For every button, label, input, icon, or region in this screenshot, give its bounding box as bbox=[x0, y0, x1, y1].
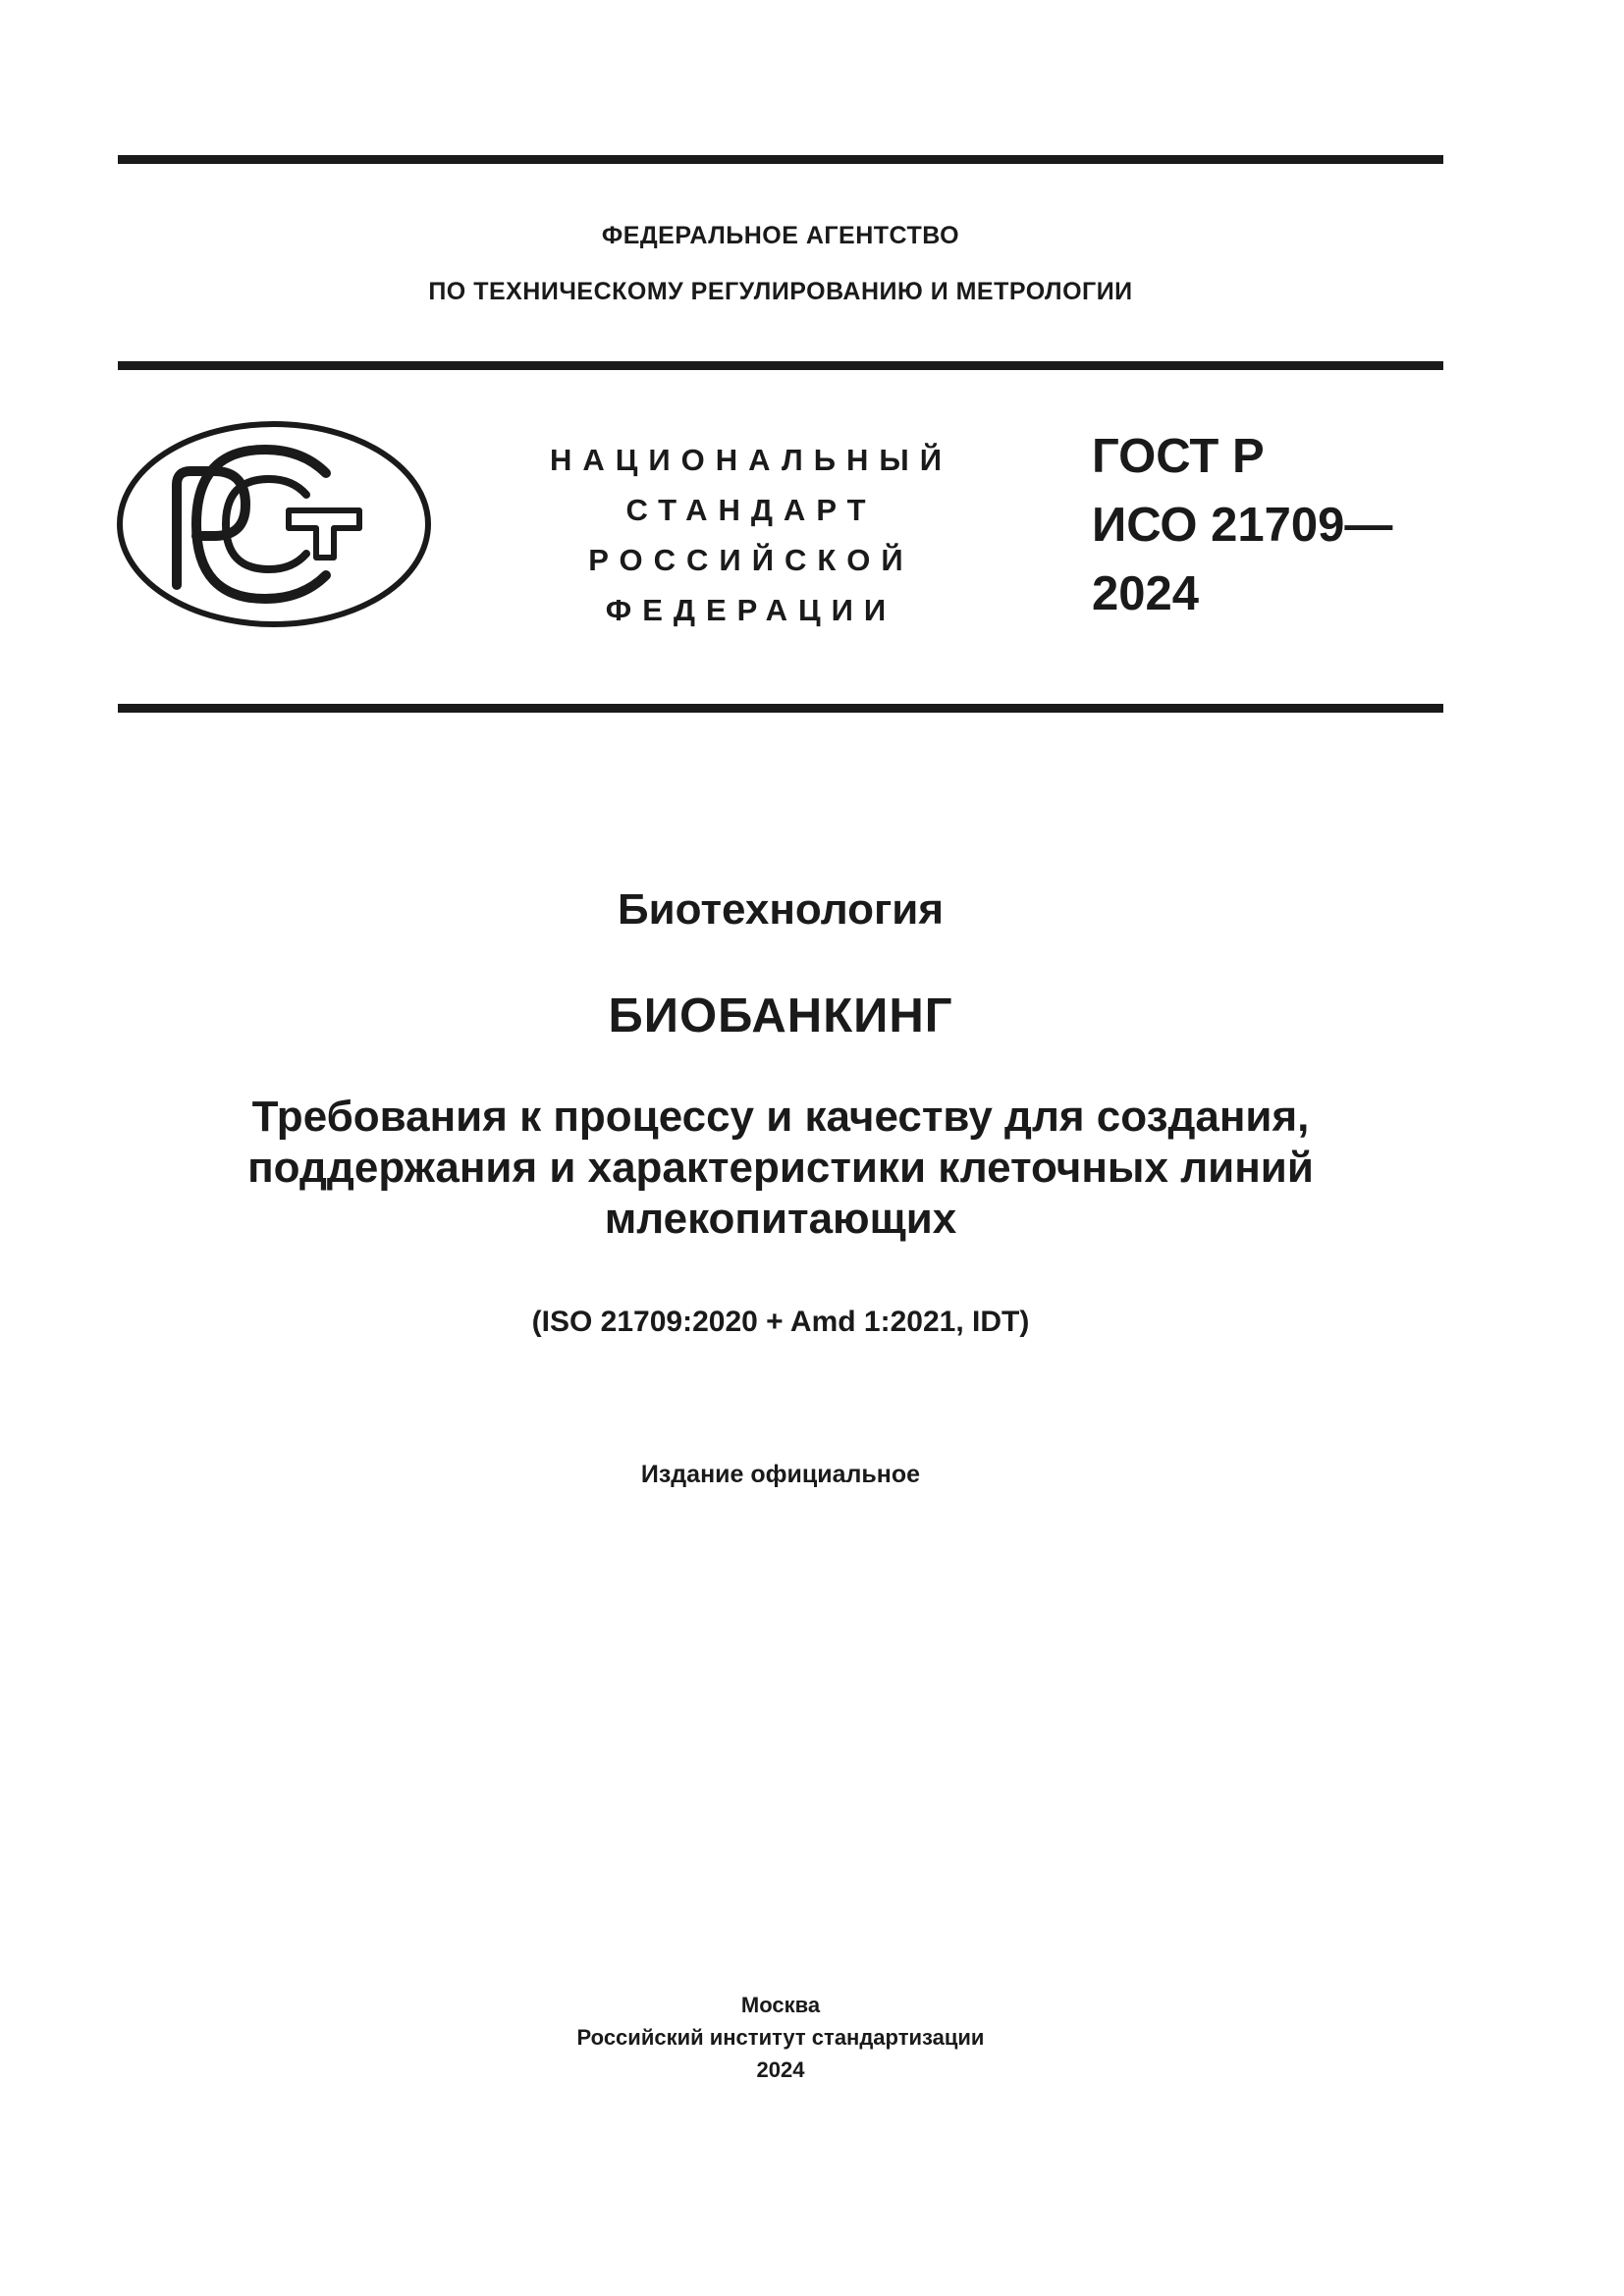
edition-note: Издание официальное bbox=[640, 1461, 921, 1488]
top-rule bbox=[118, 155, 1443, 164]
subtitle-line-2: поддержания и характеристики клеточных линий bbox=[247, 1144, 1314, 1192]
iso-reference: (ISO 21709:2020 + Amd 1:2021, IDT) bbox=[531, 1306, 1030, 1338]
section-rule bbox=[118, 704, 1443, 713]
imprint-publisher: Российский институт стандартизации bbox=[576, 2025, 985, 2050]
subject-heading: Биотехнология bbox=[617, 885, 945, 934]
national-standard-heading bbox=[530, 435, 972, 635]
national-standard-line-2: СТАНДАРТ bbox=[625, 493, 877, 527]
document-subtitle bbox=[118, 1092, 1443, 1245]
subtitle-line-3: млекопитающих bbox=[604, 1195, 957, 1243]
designation-line-3: 2024 bbox=[1092, 567, 1200, 620]
designation-line-1: ГОСТ Р bbox=[1092, 430, 1265, 483]
rst-gost-logo-icon bbox=[116, 420, 432, 628]
national-standard-line-3: РОССИЙСКОЙ bbox=[588, 543, 914, 577]
national-standard-line-1: НАЦИОНАЛЬНЫЙ bbox=[549, 443, 953, 477]
imprint-year: 2024 bbox=[756, 2057, 805, 2082]
designation-line-2: ИСО 21709— bbox=[1092, 499, 1393, 552]
imprint bbox=[118, 1989, 1443, 2086]
standard-designation bbox=[1092, 422, 1392, 628]
agency-line-2: ПО ТЕХНИЧЕСКОМУ РЕГУЛИРОВАНИЮ И МЕТРОЛОГИИ bbox=[428, 278, 1133, 305]
imprint-city: Москва bbox=[740, 1993, 821, 2017]
national-standard-line-4: ФЕДЕРАЦИИ bbox=[605, 593, 897, 627]
subtitle-line-1: Требования к процессу и качеству для создания, bbox=[251, 1093, 1310, 1141]
agency-line-1: ФЕДЕРАЛЬНОЕ АГЕНТСТВО bbox=[601, 222, 960, 249]
header-rule bbox=[118, 361, 1443, 370]
document-title: БИОБАНКИНГ bbox=[608, 989, 953, 1042]
